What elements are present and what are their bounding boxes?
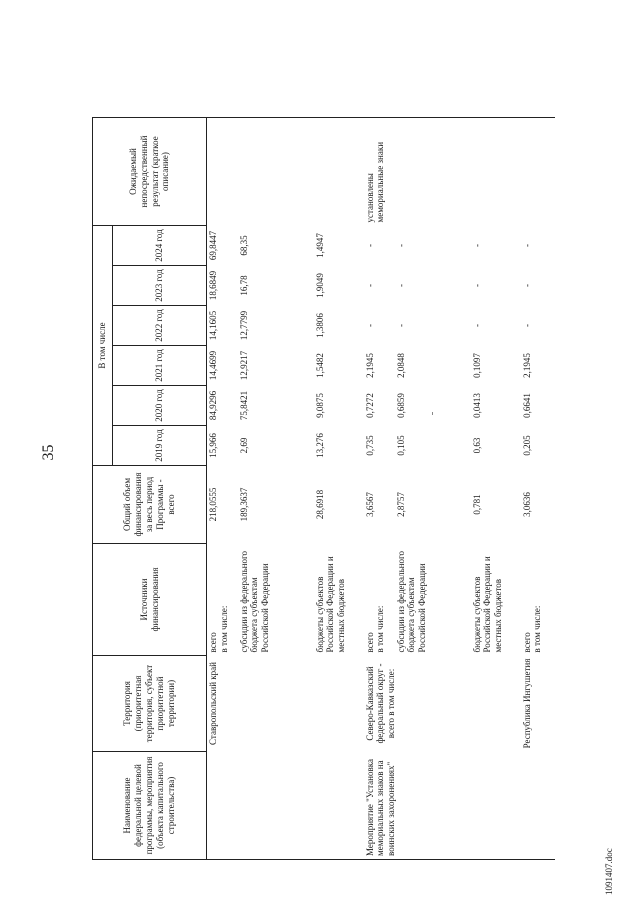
row-year-value: 16,78 [238,275,249,296]
row-year-value: 12,9217 [238,350,249,381]
row-year-value: - [364,244,375,247]
table-row [364,118,395,860]
row-year-value: 1,4947 [314,233,325,258]
row-year-value: 69,8447 [208,230,218,261]
row-year-value: 0,205 [521,435,532,456]
row-total: 2,8757 [395,492,406,517]
row-total: 189,3637 [238,487,249,522]
row-year-value: 75,8421 [238,390,249,421]
row-year-value: - [395,244,406,247]
row-source: бюджеты субъектов Российской Федерации и местных бюджетов [471,556,504,653]
row-year-value: 14,4699 [208,350,218,381]
row-year-value: 14,1605 [208,310,218,341]
row-year-value: - [395,284,406,287]
header-result: Ожидаемый непосредственный результат (краткое описание) [93,118,207,226]
row-year-value: 0,1097 [471,353,482,378]
row-year-value: 2,0848 [395,353,406,378]
header-year: 2021 год [113,346,207,386]
header-year: 2023 год [113,266,207,306]
row-name [207,752,364,860]
row-total: 28,6918 [314,489,325,520]
row-year-value: 0,735 [364,435,375,456]
row-year-value: 0,6859 [395,393,406,418]
row-territory: Республика Ингушетия [521,658,532,749]
header-including: В том числе [93,226,113,466]
row-year-value: - [521,244,532,247]
row-source: всего в том числе: [521,605,543,653]
row-year-value: - [521,324,532,327]
row-year-value: 13,276 [314,433,325,458]
header-year: 2019 год [113,426,207,466]
row-name: Мероприятие "Установка мемориальных знаков на воинских захоронениях" [364,752,521,860]
row-year-value: - [364,324,375,327]
row-year-value: 0,105 [395,435,406,456]
row-year-value: 84,9296 [208,390,218,421]
row-year-value: 18,6849 [208,270,218,301]
row-territory: Ставропольский край [208,662,218,745]
row-year-value: 2,69 [238,437,249,454]
doc-id: 1091407.doc [604,848,614,895]
row-name [521,752,555,860]
row-year-value: 0,0413 [471,393,482,418]
row-year-value: - [521,284,532,287]
row-source: субсидии из федерального бюджета субъектам Российской Федерации [238,551,271,653]
header-name: Наименование федеральной целевой программы, мероприятия (объекта капитального строительства) [93,752,207,860]
row-year-value: 0,7272 [364,393,375,418]
row-source: всего в том числе: [364,605,386,653]
row-year-value: 9,0875 [314,393,325,418]
financing-table [92,117,555,860]
header-year: 2020 год [113,386,207,426]
row-total: 0,781 [471,494,482,515]
row-year-value: 2,1945 [521,353,532,378]
row-year-value: 68,35 [238,235,249,256]
row-year-value: 12,7799 [238,310,249,341]
row-year-value: - [395,324,406,327]
row-total: 3,6567 [364,492,375,517]
row-source: всего в том числе: [208,605,229,653]
page-number: 35 [40,444,57,461]
row-total: 3,0636 [521,492,532,517]
table-row [521,118,555,860]
row-source: субсидии из федерального бюджета субъектам Российской Федерации [395,551,428,653]
row-year-value: - [471,324,482,327]
table-row [207,118,238,860]
header-row-1 [93,118,113,860]
header-year: 2024 год [113,226,207,266]
row-year-value: 1,9049 [314,273,325,298]
row-source: бюджеты субъектов Российской Федерации и местных бюджетов [314,556,347,653]
row-year-value: 15,966 [208,433,218,458]
header-total: Общий объем финансирования за весь период Программы - всего [93,466,207,544]
row-year-value: 2,1945 [364,353,375,378]
row-year-value: 1,5482 [314,353,325,378]
header-territory: Территория (приоритетная территория, субъект приоритетной территории) [93,656,207,752]
row-result [207,118,364,226]
row-year-value: - [471,284,482,287]
row-year-value: 0,6641 [521,393,532,418]
header-year: 2022 год [113,306,207,346]
row-year-value: 0,63 [471,437,482,454]
row-year-value: - [364,284,375,287]
row-result [521,118,555,226]
row-year-value: 1,3806 [314,313,325,338]
row-year-value: - [471,244,482,247]
scan-mark [432,412,433,415]
header-sources: Источники финансирования [93,544,207,656]
row-territory: Северо-Кавказский федеральный округ - всего в том числе: [364,663,397,744]
row-result: установлены мемориальные знаки [364,118,521,226]
row-total: 218,0555 [208,487,218,522]
